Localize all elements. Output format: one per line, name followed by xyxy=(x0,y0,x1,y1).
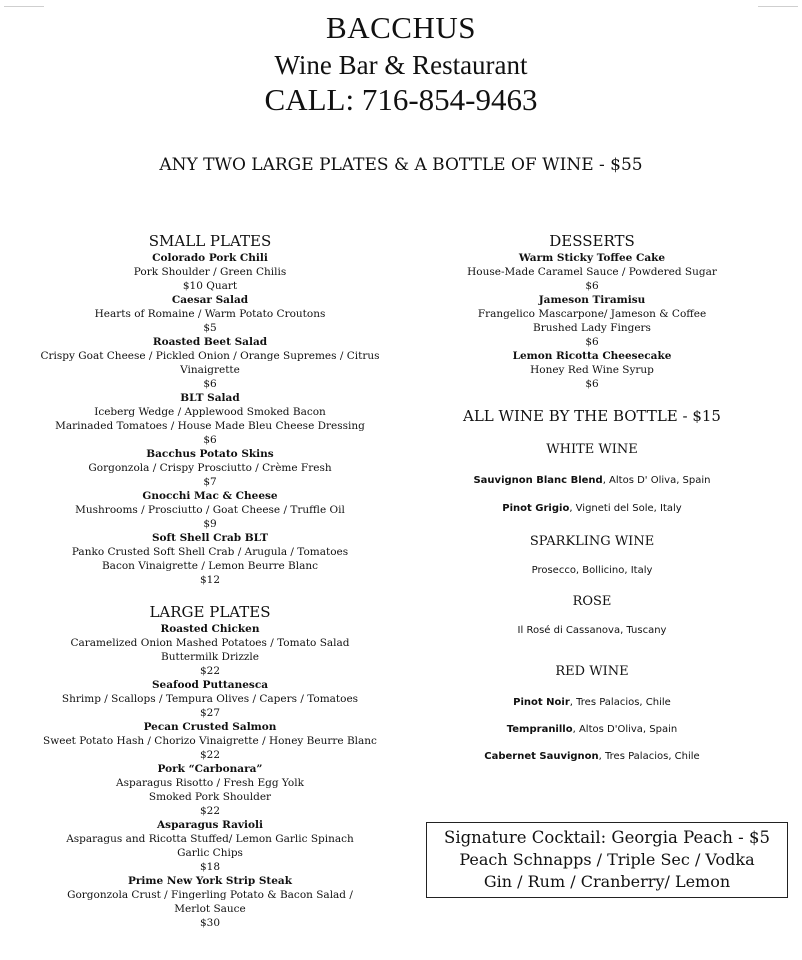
menu-item-price: $30 xyxy=(199,917,221,929)
wine-item xyxy=(402,624,782,638)
menu-item xyxy=(0,251,420,293)
menu-item-name: Bacchus Potato Skins xyxy=(146,448,274,460)
left-column xyxy=(0,232,420,930)
menu-item-description: Pork Shoulder / Green Chilis xyxy=(133,266,287,278)
wine-detail: , Tres Palacios, Chile xyxy=(598,751,700,762)
white-wine-heading: WHITE WINE xyxy=(546,442,638,457)
signature-cocktail-box xyxy=(426,822,788,898)
menu-item-description: Smoked Pork Shoulder xyxy=(148,791,272,803)
menu-item-name: Roasted Beet Salad xyxy=(152,336,268,348)
menu-item-description: Garlic Chips xyxy=(177,847,243,859)
desserts-list xyxy=(402,251,782,391)
menu-item xyxy=(0,335,420,391)
wine-detail: , Altos D' Oliva, Spain xyxy=(602,475,711,486)
menu-item-price: $6 xyxy=(585,336,599,348)
menu-item-description: Honey Red Wine Syrup xyxy=(530,364,654,376)
wine-detail: Prosecco, Bollicino, Italy xyxy=(531,565,653,576)
cocktail-title: Signature Cocktail: Georgia Peach - $5 xyxy=(444,828,770,847)
page-corner-mark-left xyxy=(4,0,44,7)
menu-item-description: Mushrooms / Prosciutto / Goat Cheese / Truffle Oil xyxy=(75,504,345,516)
menu-item-description: Panko Crusted Soft Shell Crab / Arugula / Tomatoes xyxy=(71,546,349,558)
small-plates-list xyxy=(0,251,420,587)
right-column xyxy=(402,232,782,764)
cocktail-ingredients-line-2: Gin / Rum / Cranberry/ Lemon xyxy=(483,872,731,891)
menu-item-price: $7 xyxy=(203,476,217,488)
wine-name: Pinot Noir xyxy=(513,697,570,708)
menu-item-description: Vinaigrette xyxy=(180,364,240,376)
large-plates-heading: LARGE PLATES xyxy=(149,603,271,621)
wine-item xyxy=(402,474,782,488)
menu-item-price: $9 xyxy=(203,518,217,530)
menu-header xyxy=(0,10,802,118)
wine-name: Sauvignon Blanc Blend xyxy=(473,475,603,486)
menu-item-description: House-Made Caramel Sauce / Powdered Sugar xyxy=(467,266,717,278)
menu-item-description: Asparagus Risotto / Fresh Egg Yolk xyxy=(116,777,304,789)
menu-item-description: Gorgonzola Crust / Fingerling Potato & Bacon Salad / xyxy=(67,889,353,901)
menu-item-price: $6 xyxy=(203,378,217,390)
menu-item xyxy=(0,391,420,447)
menu-item-price: $22 xyxy=(199,805,221,817)
wine-bottle-heading: ALL WINE BY THE BOTTLE - $15 xyxy=(463,407,721,425)
menu-item-description: Crispy Goat Cheese / Pickled Onion / Orange Supremes / Citrus xyxy=(40,350,380,362)
large-plates-list xyxy=(0,622,420,930)
menu-item xyxy=(0,678,420,720)
page-corner-mark-right xyxy=(758,0,798,7)
restaurant-name: BACCHUS xyxy=(326,10,476,45)
menu-item-description: Gorgonzola / Crispy Prosciutto / Crème Fresh xyxy=(88,462,332,474)
wine-item xyxy=(402,750,782,764)
menu-item-description: Caramelized Onion Mashed Potatoes / Tomato Salad xyxy=(70,637,350,649)
menu-item xyxy=(0,293,420,335)
restaurant-subtitle: Wine Bar & Restaurant xyxy=(274,50,528,80)
menu-item-description: Merlot Sauce xyxy=(174,903,246,915)
menu-item-description: Brushed Lady Fingers xyxy=(533,322,651,334)
menu-item-price: $18 xyxy=(199,861,221,873)
menu-item-price: $6 xyxy=(203,434,217,446)
menu-item xyxy=(0,622,420,678)
menu-item-name: Warm Sticky Toffee Cake xyxy=(518,252,666,264)
menu-item-description: Bacon Vinaigrette / Lemon Beurre Blanc xyxy=(101,560,319,572)
menu-item xyxy=(0,447,420,489)
menu-item-name: Soft Shell Crab BLT xyxy=(151,532,269,544)
phone-number: CALL: 716-854-9463 xyxy=(264,82,538,117)
menu-item-description: Iceberg Wedge / Applewood Smoked Bacon xyxy=(94,406,326,418)
menu-item-price: $22 xyxy=(199,665,221,677)
menu-item-description: Sweet Potato Hash / Chorizo Vinaigrette / Honey Beurre Blanc xyxy=(43,735,377,747)
red-wine-heading: RED WINE xyxy=(555,664,629,679)
menu-item-name: Pecan Crusted Salmon xyxy=(143,721,277,733)
menu-item-price: $12 xyxy=(199,574,221,586)
menu-item xyxy=(0,762,420,818)
menu-item-description: Shrimp / Scallops / Tempura Olives / Capers / Tomatoes xyxy=(61,693,359,705)
menu-item xyxy=(402,293,782,349)
menu-item-name: Caesar Salad xyxy=(171,294,249,306)
wine-name: Cabernet Sauvignon xyxy=(484,751,599,762)
sparkling-wine-list xyxy=(402,564,782,578)
menu-item-description: Hearts of Romaine / Warm Potato Croutons xyxy=(94,308,326,320)
menu-item-name: Pork “Carbonara” xyxy=(157,763,263,775)
menu-item xyxy=(402,349,782,391)
wine-item xyxy=(402,723,782,737)
wine-item xyxy=(402,502,782,516)
wine-detail: , Tres Palacios, Chile xyxy=(569,697,671,708)
white-wine-list xyxy=(402,474,782,516)
menu-item-name: Prime New York Strip Steak xyxy=(127,875,293,887)
menu-item xyxy=(0,531,420,587)
wine-name: Pinot Grigio xyxy=(502,503,570,514)
wine-detail: , Altos D'Oliva, Spain xyxy=(572,724,678,735)
wine-name: Tempranillo xyxy=(506,724,573,735)
wine-item xyxy=(402,696,782,710)
menu-item-description: Buttermilk Drizzle xyxy=(161,651,259,663)
desserts-heading: DESSERTS xyxy=(549,232,635,250)
cocktail-ingredients-line-1: Peach Schnapps / Triple Sec / Vodka xyxy=(459,850,755,869)
wine-item xyxy=(402,564,782,578)
deal-banner: ANY TWO LARGE PLATES & A BOTTLE OF WINE - $55 xyxy=(159,155,643,175)
red-wine-list xyxy=(402,696,782,764)
menu-item-price: $27 xyxy=(199,707,221,719)
menu-item xyxy=(0,720,420,762)
menu-item-description: Marinaded Tomatoes / House Made Bleu Cheese Dressing xyxy=(55,420,365,432)
menu-item-price: $22 xyxy=(199,749,221,761)
menu-item xyxy=(402,251,782,293)
wine-detail: , Vigneti del Sole, Italy xyxy=(569,503,682,514)
menu-item-description: Frangelico Mascarpone/ Jameson & Coffee xyxy=(477,308,707,320)
menu-item-price: $10 Quart xyxy=(182,280,238,292)
menu-item-price: $6 xyxy=(585,378,599,390)
menu-item-name: Colorado Pork Chili xyxy=(152,252,268,264)
menu-item-name: Jameson Tiramisu xyxy=(538,294,646,306)
small-plates-heading: SMALL PLATES xyxy=(148,232,272,250)
menu-item-name: BLT Salad xyxy=(180,392,240,404)
menu-item-name: Lemon Ricotta Cheesecake xyxy=(512,350,672,362)
rose-heading: ROSE xyxy=(572,594,612,609)
menu-item xyxy=(0,874,420,930)
rose-wine-list xyxy=(402,624,782,638)
menu-item-name: Asparagus Ravioli xyxy=(157,819,263,831)
menu-item-name: Roasted Chicken xyxy=(160,623,260,635)
menu-item xyxy=(0,818,420,874)
menu-item xyxy=(0,489,420,531)
menu-item-description: Asparagus and Ricotta Stuffed/ Lemon Garlic Spinach xyxy=(66,833,354,845)
menu-item-name: Gnocchi Mac & Cheese xyxy=(142,490,278,502)
menu-item-price: $6 xyxy=(585,280,599,292)
wine-detail: Il Rosé di Cassanova, Tuscany xyxy=(517,625,667,636)
sparkling-wine-heading: SPARKLING WINE xyxy=(529,534,655,549)
menu-item-name: Seafood Puttanesca xyxy=(151,679,269,691)
menu-item-price: $5 xyxy=(203,322,217,334)
